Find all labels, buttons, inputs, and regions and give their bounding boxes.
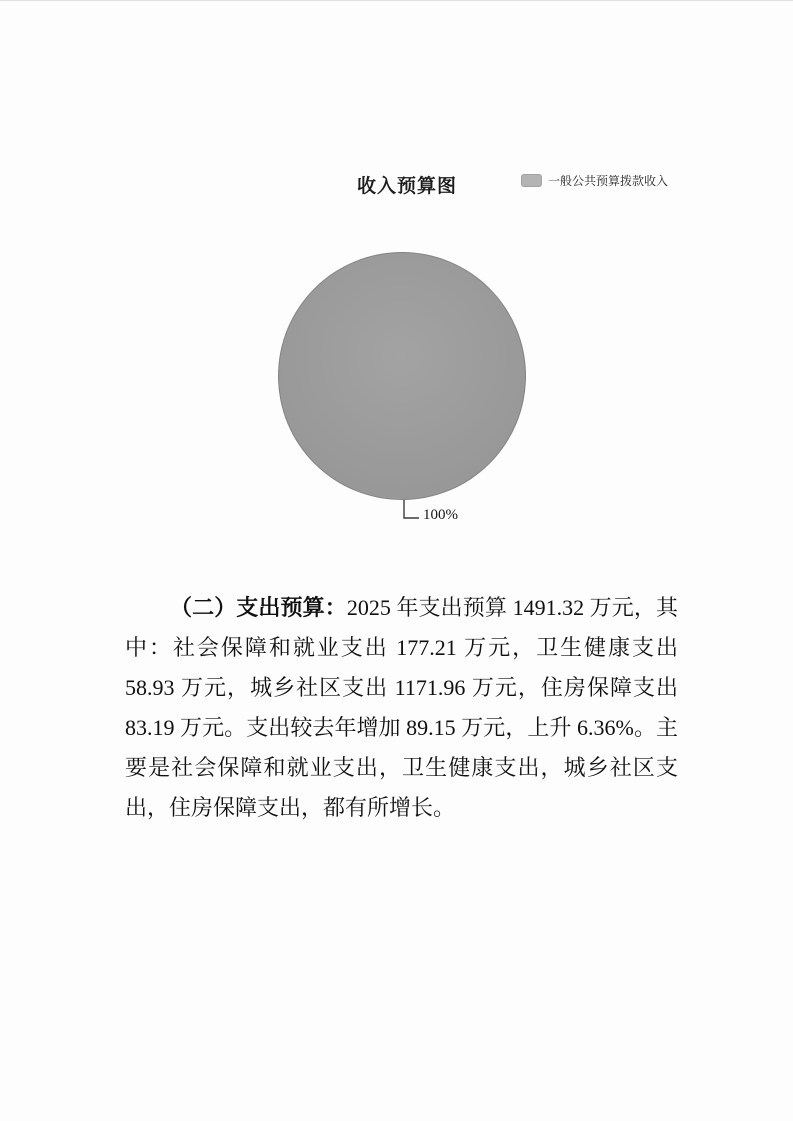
legend-swatch-icon <box>521 174 542 187</box>
legend-label: 一般公共预算拨款收入 <box>548 174 669 188</box>
pie-slice-general-public-budget <box>278 252 526 500</box>
chart-title: 收入预算图 <box>357 176 458 197</box>
pie-label-leader-line <box>397 496 425 524</box>
chart-legend <box>521 172 668 189</box>
scan-edge-artifact <box>0 0 793 1</box>
paragraph-heading: （二）支出预算： <box>170 595 347 620</box>
paragraph-body: 2025 年支出预算 1491.32 万元，其中：社会保障和就业支出 177.21 万元，卫生健康支出 58.93 万元，城乡社区支出 1171.96 万元，住房保障支出 83.19 万元。支出较去年增加 89.15 万元，上升 6.36%。主要是社会保障和就业支出，卫生健康支出，城乡社区支出，住房保障支出，都有所增长。 <box>125 595 678 820</box>
expenditure-budget-paragraph <box>125 588 678 828</box>
pie-percentage-label: 100% <box>423 507 458 523</box>
